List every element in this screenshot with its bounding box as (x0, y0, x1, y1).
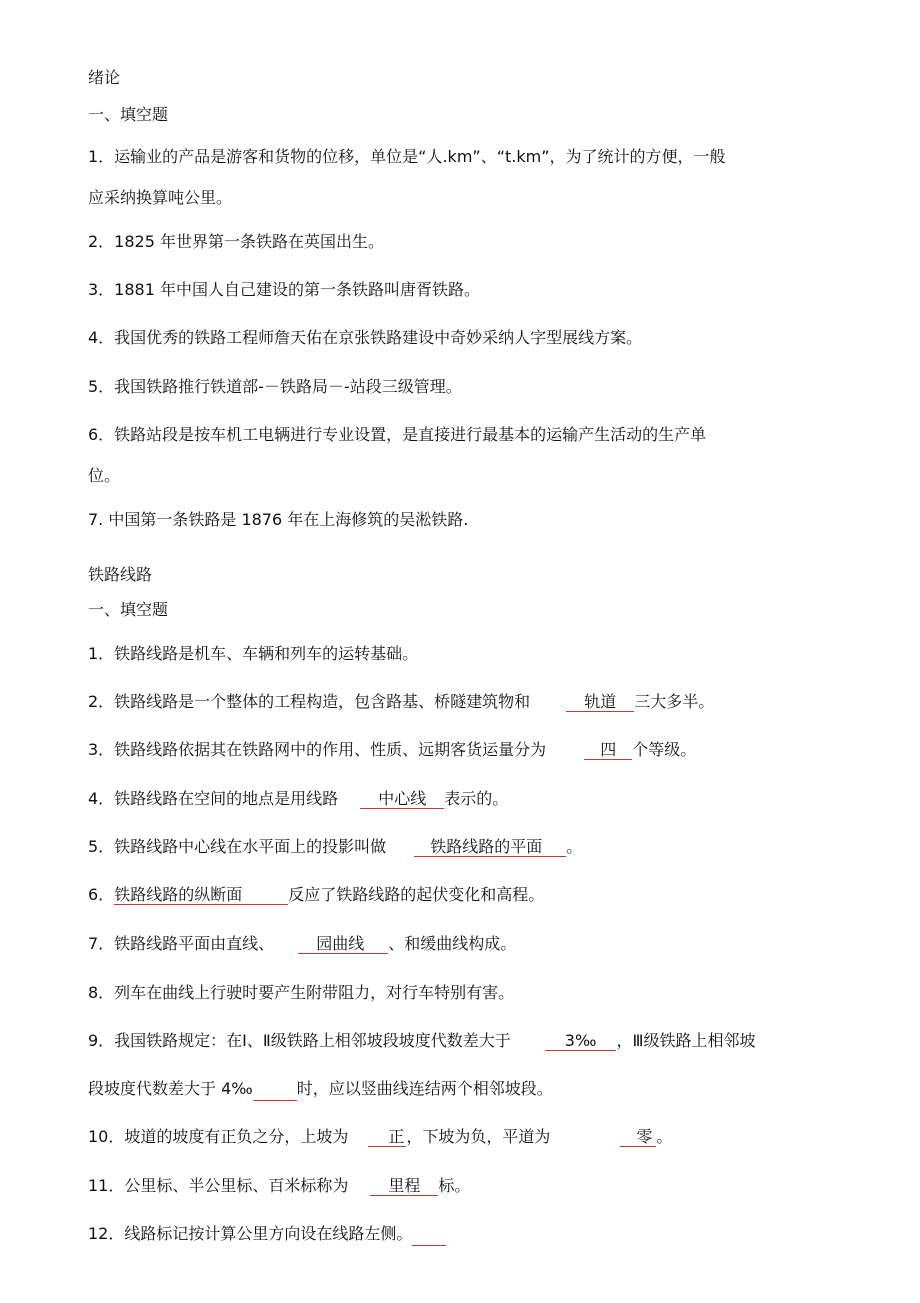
question-6 (88, 885, 544, 905)
question-9-line-2 (88, 1079, 553, 1101)
question-text: 时，应以竖曲线连结两个相邻坡段。 (296, 1079, 553, 1098)
answer-blank: 铁路线路的纵断面 (114, 885, 288, 905)
question-text: 11．公里标、半公里标、百米标称为 (88, 1176, 349, 1195)
section-subtitle: 一、填空题 (88, 105, 169, 124)
section-title: 绪论 (88, 68, 121, 87)
question-1-line-1: 1．运输业的产品是游客和货物的位移，单位是“人.km”、“t.km”，为了统计的方便，一般 (88, 147, 726, 166)
question-7 (88, 934, 516, 954)
question-6-line-2: 位。 (88, 466, 121, 485)
question-text: 4．铁路线路在空间的地点是用线路 (88, 789, 339, 808)
question-text: 9．我国铁路规定：在Ⅰ、Ⅱ级铁路上相邻坡段坡度代数差大于 (88, 1031, 511, 1050)
question-7: 7. 中国第一条铁路是 1876 年在上海修筑的吴淞铁路. (88, 510, 469, 529)
answer-blank: 轨道 (566, 692, 634, 712)
question-9-line-1 (88, 1031, 755, 1051)
question-12 (88, 1224, 446, 1246)
question-6-line-1: 6．铁路站段是按车机工电辆进行专业设置，是直接进行最基本的运输产生活动的生产单 (88, 425, 707, 444)
question-text: ，Ⅲ级铁路上相邻坡 (616, 1031, 756, 1050)
question-text: 个等级。 (632, 740, 697, 759)
section-subtitle: 一、填空题 (88, 600, 169, 619)
question-text: 表示的。 (444, 789, 509, 808)
question-text: 7．铁路线路平面由直线、 (88, 934, 275, 953)
question-text: 标。 (438, 1176, 471, 1195)
answer-blank (412, 1224, 446, 1246)
question-1: 1．铁路线路是机车、车辆和列车的运转基础。 (88, 644, 419, 663)
question-5 (88, 837, 582, 857)
answer-blank: 里程 (370, 1176, 438, 1196)
question-2: 2．1825 年世界第一条铁路在英国出生。 (88, 232, 384, 251)
answer-blank (253, 1079, 297, 1101)
question-4 (88, 789, 508, 809)
question-3: 3．1881 年中国人自己建设的第一条铁路叫唐胥铁路。 (88, 280, 480, 299)
question-text: 反应了铁路线路的起伏变化和高程。 (288, 885, 545, 904)
answer-blank: 正 (368, 1127, 406, 1147)
answer-blank: 中心线 (360, 789, 444, 809)
question-text: 5．铁路线路中心线在水平面上的投影叫做 (88, 837, 387, 856)
question-text: 12．线路标记按计算公里方向设在线路左侧。 (88, 1224, 413, 1243)
question-text: 3．铁路线路依据其在铁路网中的作用、性质、远期客货运量分为 (88, 740, 547, 759)
question-text: 段坡度代数差大于 4‰ (88, 1079, 253, 1098)
question-2 (88, 692, 714, 712)
question-text: 10．坡道的坡度有正负之分，上坡为 (88, 1127, 349, 1146)
question-8: 8．列车在曲线上行驶时要产生附带阻力，对行车特别有害。 (88, 983, 515, 1002)
answer-blank: 园曲线 (298, 934, 388, 954)
question-text: 三大多半。 (634, 692, 715, 711)
question-text: 。 (566, 837, 583, 856)
question-11 (88, 1176, 470, 1196)
question-5: 5．我国铁路推行铁道部-－铁路局－-站段三级管理。 (88, 377, 462, 396)
answer-blank: 四 (584, 740, 632, 760)
answer-blank: 3‰ (545, 1031, 617, 1051)
question-text: 、和缓曲线构成。 (388, 934, 517, 953)
question-3 (88, 740, 696, 760)
question-10 (88, 1127, 672, 1147)
question-text: ，下坡为负，平道为 (406, 1127, 551, 1146)
question-4: 4．我国优秀的铁路工程师詹天佑在京张铁路建设中奇妙采纳人字型展线方案。 (88, 328, 643, 347)
answer-blank: 零 (620, 1127, 656, 1147)
question-text: 2．铁路线路是一个整体的工程构造，包含路基、桥隧建筑物和 (88, 692, 531, 711)
question-1-line-2: 应采纳换算吨公里。 (88, 188, 233, 207)
answer-blank: 铁路线路的平面 (414, 837, 566, 857)
section-title: 铁路线路 (88, 565, 153, 584)
question-text: 。 (656, 1127, 673, 1146)
question-text: 6． (88, 885, 115, 904)
